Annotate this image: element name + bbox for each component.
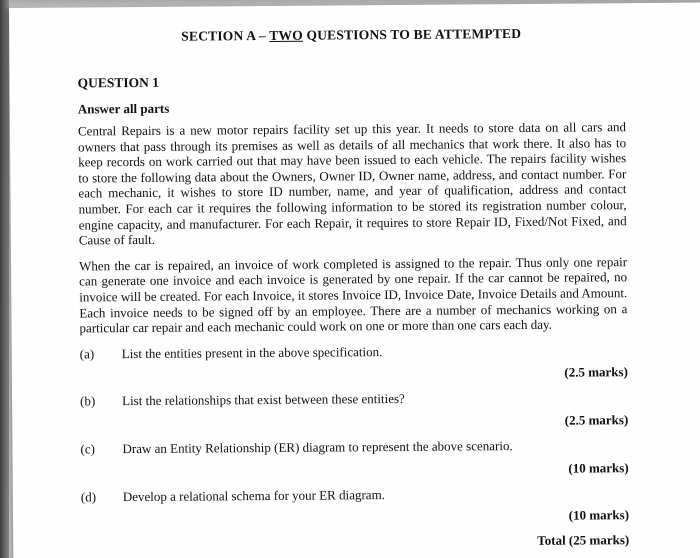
answer-all-parts-instruction: Answer all parts xyxy=(77,100,170,117)
scan-background-left-edge xyxy=(0,0,9,558)
question-part-b xyxy=(80,389,628,409)
part-b-marks: (2.5 marks) xyxy=(564,412,629,428)
part-c-label: (c) xyxy=(80,441,95,457)
part-a-label: (a) xyxy=(79,346,95,362)
question-part-d xyxy=(81,485,629,505)
section-title-suffix: QUESTIONS TO BE ATTEMPTED xyxy=(302,25,522,43)
question-part-a xyxy=(80,342,628,362)
total-marks: Total (25 marks) xyxy=(537,532,630,548)
scenario-paragraph-2: When the car is repaired, an invoice of work completed is assigned to the repair. Thus only one repair can generate one invoice and each invoice is generated by one repair. If the car cannot be repaired, no invoice will be created. For each Invoice, it stores Invoice ID, Invoice Date, Invoice Details and Amount. Each invoice needs to be signed off by an employee. There are a number of mechanics working on a particular car repair and each mechanic could work on one or more than one cars each day. xyxy=(78,253,628,336)
part-c-text: Draw an Entity Relationship (ER) diagram to represent the above scenario. xyxy=(122,437,513,457)
question-part-c xyxy=(80,437,628,457)
part-b-label: (b) xyxy=(80,393,96,409)
section-title-emphasized: TWO xyxy=(269,27,303,43)
part-a-marks: (2.5 marks) xyxy=(564,364,628,380)
part-a-text: List the entities present in the above specification. xyxy=(121,343,383,361)
scenario-paragraph-1: Central Repairs is a new motor repairs facility set up this year. It needs to store data on all cars and owners that pass through its premises as well as details of all mechanics that work there. It also has to keep records on work carried out that may have been issued to each vehicle. The repairs facility wishes to store the following data about the Owners, Owner ID, Owner name, address, and contact number. For each mechanic, it wishes to store ID number, name, and year of qualification, address and contact number. For each car it requires the following information to be stored its registration number colour, engine capacity, and manufacturer. For each Repair, it requires to store Repair ID, Fixed/Not Fixed, and Cause of fault. xyxy=(77,119,627,248)
part-d-marks: (10 marks) xyxy=(568,507,630,523)
part-c-marks: (10 marks) xyxy=(568,459,629,476)
section-title xyxy=(77,25,625,45)
section-title-prefix: SECTION A – xyxy=(181,27,270,44)
part-d-text: Develop a relational schema for your ER diagram. xyxy=(122,486,385,504)
part-d-label: (d) xyxy=(80,488,97,504)
question-title: QUESTION 1 xyxy=(77,74,160,91)
part-b-text: List the relationships that exist between these entities? xyxy=(122,391,405,409)
document-page xyxy=(9,3,700,558)
